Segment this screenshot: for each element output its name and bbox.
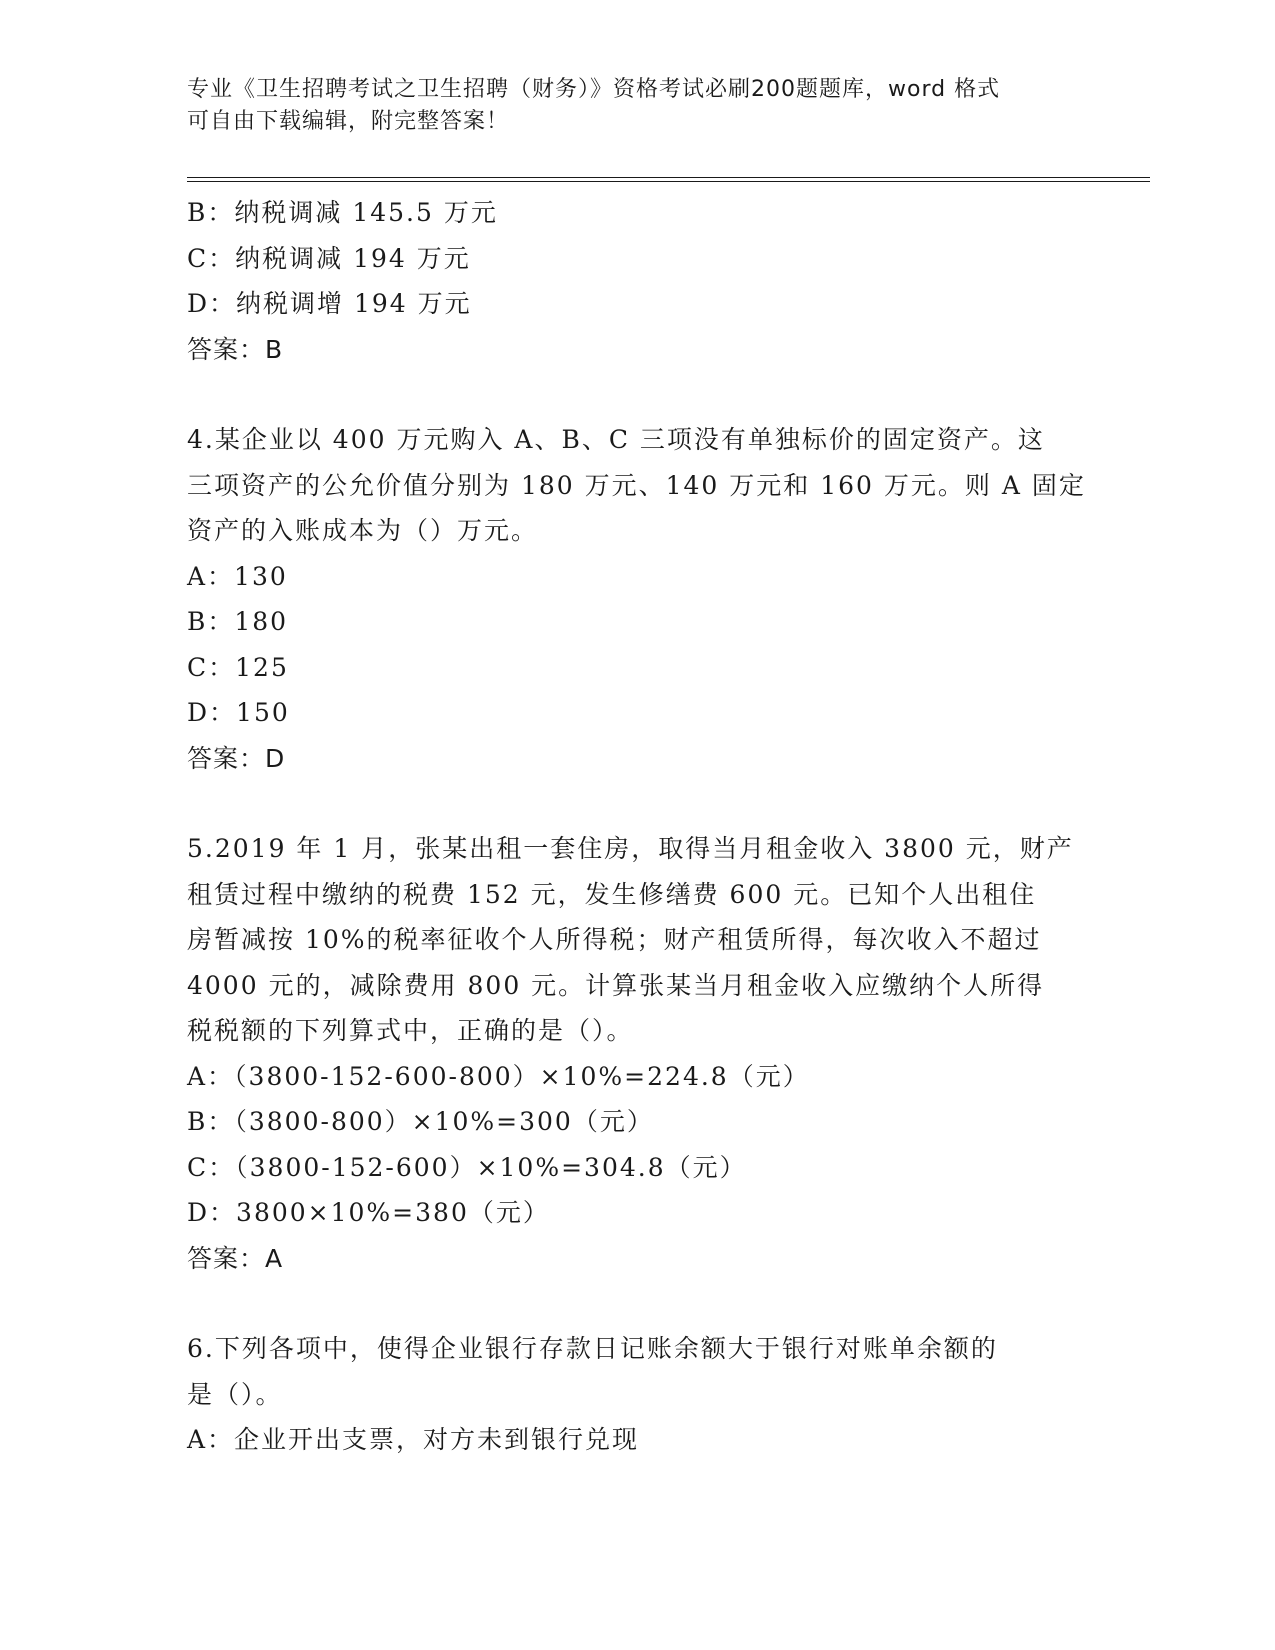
- header-line: 专业《卫生招聘考试之卫生招聘（财务）》资格考试必刷200题题库，word 格式: [187, 77, 1001, 102]
- question-stem-line: 租赁过程中缴纳的税费 152 元，发生修缮费 600 元。已知个人出租住: [187, 879, 1037, 909]
- option-b: B：180: [187, 607, 289, 636]
- header-line: 可自由下载编辑，附完整答案！: [187, 109, 510, 134]
- option-b: B：纳税调减 145.5 万元: [187, 198, 498, 227]
- option-c: C：125: [187, 652, 289, 682]
- question-5: [187, 826, 1087, 1281]
- option-a: A：（3800-152-600-800）×10%=224.8（元）: [187, 1061, 810, 1091]
- option-b: B：（3800-800）×10%=300（元）: [187, 1107, 654, 1136]
- question-stem-line: 房暂减按 10%的税率征收个人所得税；财产租赁所得，每次收入不超过: [187, 925, 1042, 954]
- question-stem-line: 资产的入账成本为（）万元。: [187, 516, 539, 545]
- option-d: D：3800×10%=380（元）: [187, 1198, 550, 1227]
- option-a: A：130: [187, 561, 288, 591]
- question-3-tail: [187, 190, 1087, 372]
- option-c: C：（3800-152-600）×10%=304.8（元）: [187, 1152, 747, 1182]
- question-stem-line: 4000 元的，减除费用 800 元。计算张某当月租金收入应缴纳个人所得: [187, 970, 1045, 1000]
- option-d: D：150: [187, 698, 290, 727]
- answer-line: 答案：A: [187, 1243, 284, 1273]
- option-c: C：纳税调减 194 万元: [187, 243, 471, 273]
- question-stem-line: 4.某企业以 400 万元购入 A、B、C 三项没有单独标价的固定资产。这: [187, 425, 1045, 454]
- question-stem-line: 三项资产的公允价值分别为 180 万元、140 万元和 160 万元。则 A 固定: [187, 470, 1086, 500]
- header-divider: [187, 177, 1150, 178]
- option-a: A：企业开出支票，对方未到银行兑现: [187, 1425, 640, 1454]
- answer-line: 答案：D: [187, 743, 286, 773]
- question-stem-line: 税税额的下列算式中，正确的是（）。: [187, 1016, 634, 1045]
- answer-line: 答案：B: [187, 334, 284, 364]
- header-divider: [187, 181, 1150, 182]
- question-stem-line: 6.下列各项中，使得企业银行存款日记账余额大于银行对账单余额的: [187, 1334, 998, 1363]
- question-stem-line: 5.2019 年 1 月，张某出租一套住房，取得当月租金收入 3800 元，财产: [187, 834, 1074, 863]
- page-header: [187, 74, 1087, 138]
- question-6: [187, 1326, 1087, 1463]
- question-4: [187, 417, 1087, 781]
- option-d: D：纳税调增 194 万元: [187, 289, 472, 318]
- document-body: [187, 190, 1087, 1463]
- question-stem-line: 是（）。: [187, 1379, 283, 1409]
